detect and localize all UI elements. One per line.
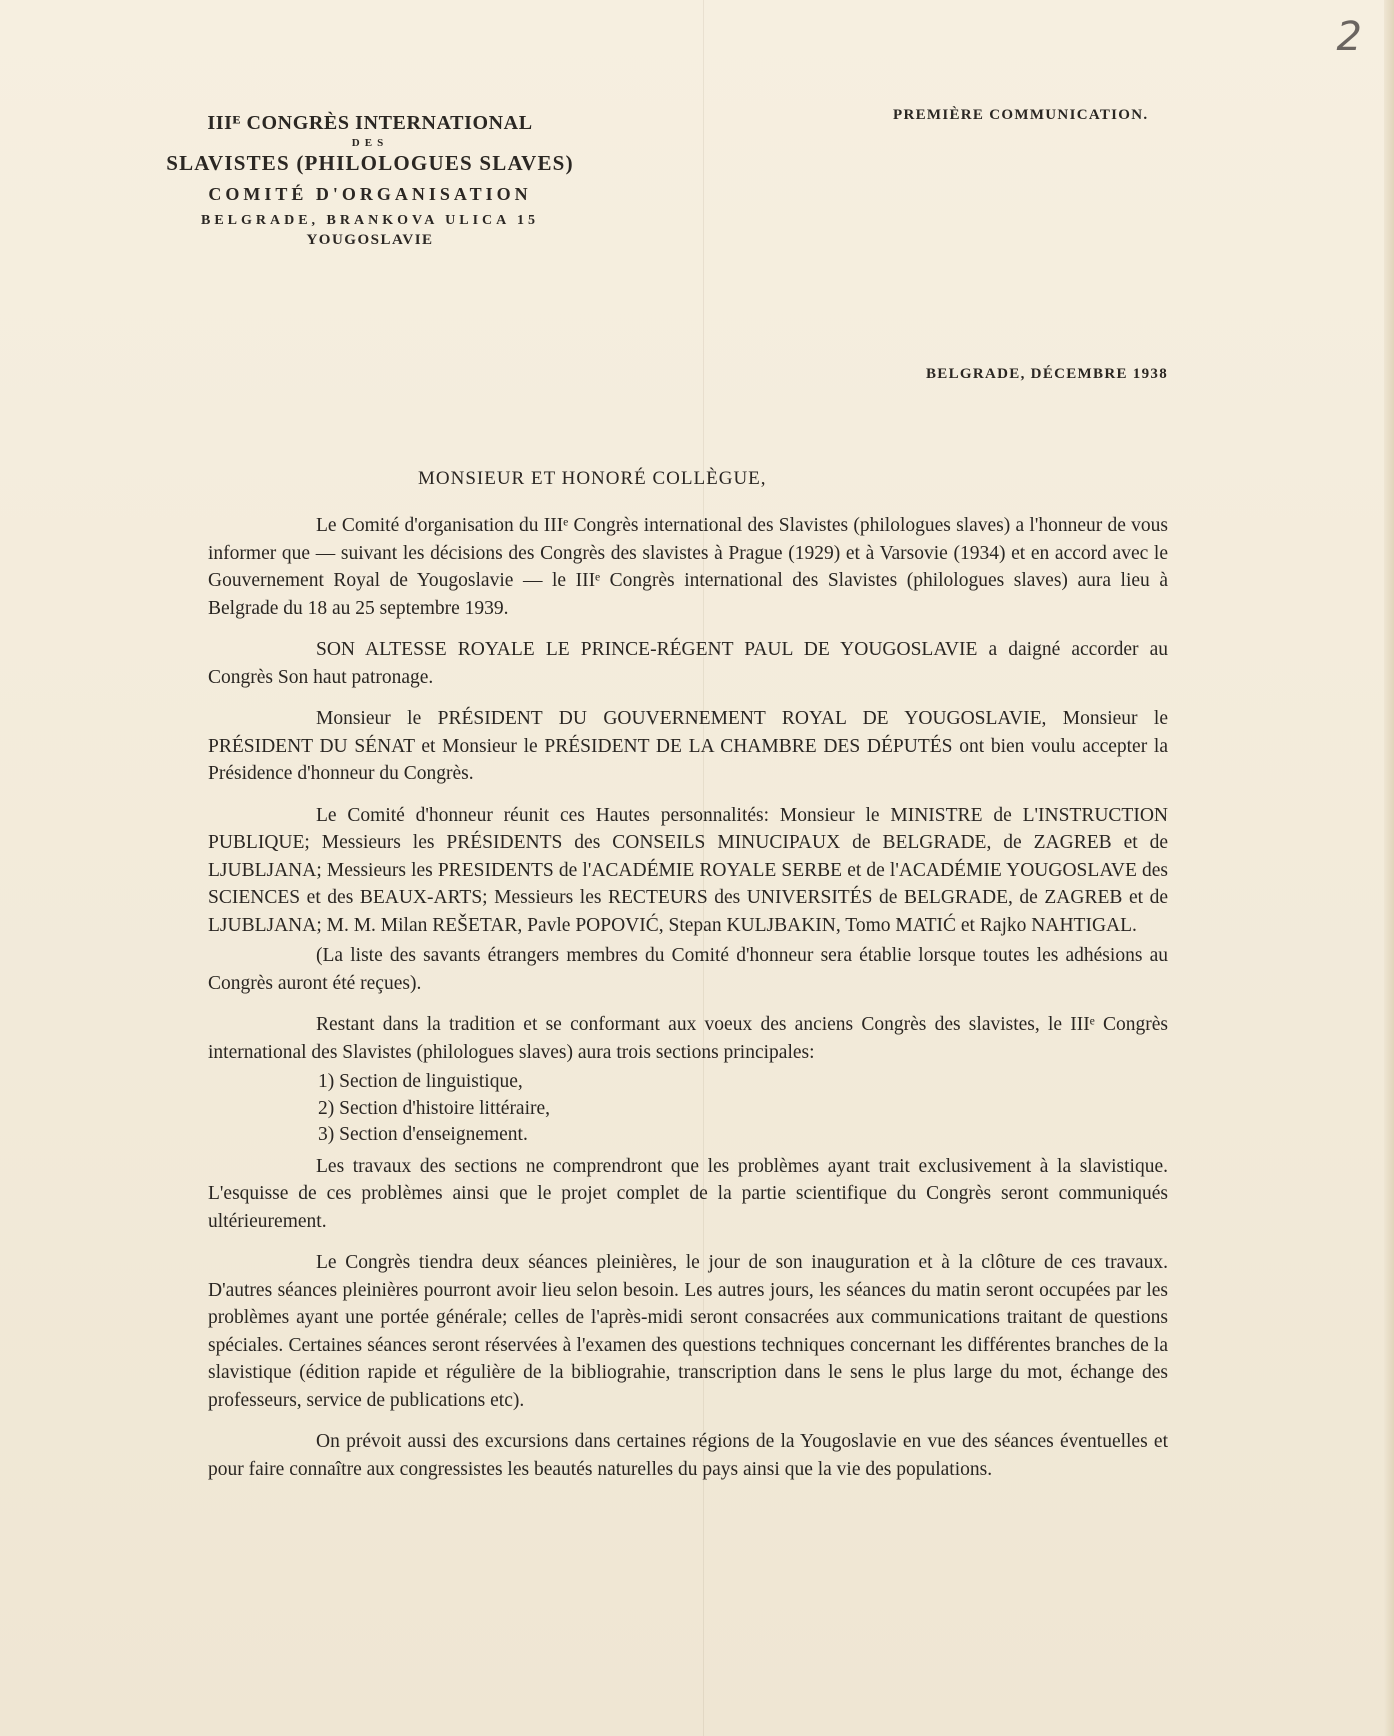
paragraph: Les travaux des sections ne comprendront que les problèmes ayant trait exclusivement à la slavistique. L'esquisse de ces problèmes ainsi que le projet complet de la partie scientifique du Congrès seront communiqués ultérieurement.: [208, 1155, 1168, 1232]
paragraph: Monsieur le PRÉSIDENT DU GOUVERNEMENT ROYAL DE YOUGOSLAVIE, Monsieur le PRÉSIDENT DU SÉNAT et Monsieur le PRÉSIDENT DE LA CHAMBRE DES DÉPUTÉS ont bien voulu accepter la Présidence d'honneur du Congrès.: [208, 708, 1168, 784]
paper-edge: [1384, 0, 1394, 1736]
paragraph: Restant dans la tradition et se conformant aux voeux des anciens Congrès des slavistes, le IIIᵉ Congrès international des Slavistes (philologues slaves) aura trois sections principales:: [208, 1014, 1168, 1063]
paragraph: SON ALTESSE ROYALE LE PRINCE-RÉGENT PAUL DE YOUGOSLAVIE a daigné accorder au Congrès Son haut patronage.: [208, 639, 1168, 688]
dateline: BELGRADE, DÉCEMBRE 1938: [926, 366, 1169, 382]
paragraph: Le Comité d'honneur réunit ces Hautes personnalités: Monsieur le MINISTRE de L'INSTRUCTION PUBLIQUE; Messieurs les PRÉSIDENTS des CONSEILS MINUCIPAUX de BELGRADE, de ZAGREB et de LJUBLJANA; Messieurs les PRESIDENTS de l'ACADÉMIE ROYALE SERBE et de l'ACADÉMIE YOUGOSLAVE des SCIENCES et des BEAUX-ARTS; Messieurs les RECTEURS des UNIVERSITÉS de BELGRADE, de ZAGREB et de LJUBLJANA; M. M. Milan REŠETAR, Pavle POPOVIĆ, Stepan KULJBAKIN, Tomo MATIĆ et Rajko NAHTIGAL.: [208, 804, 1168, 936]
letterhead-address: BELGRADE, BRANKOVA ULICA 15: [200, 213, 539, 228]
letterhead-country: YOUGOSLAVIE: [306, 232, 434, 248]
sections-list: [208, 1069, 1168, 1149]
letterhead: [120, 112, 620, 249]
letter-body: [208, 512, 1168, 1497]
letterhead-slavistes: SLAVISTES (PHILOLOGUES SLAVES): [166, 151, 574, 175]
letterhead-comite: COMITÉ D'ORGANISATION: [208, 184, 532, 204]
list-item: 1) Section de linguistique,: [318, 1071, 523, 1092]
letterhead-des: DES: [351, 137, 389, 149]
paragraph: (La liste des savants étrangers membres du Comité d'honneur sera établie lorsque toutes les adhésions au Congrès auront été reçues).: [208, 945, 1168, 994]
list-item: 3) Section d'enseignement.: [318, 1124, 528, 1145]
salutation: MONSIEUR ET HONORÉ COLLÈGUE,: [418, 468, 767, 489]
letterhead-congress: IIIᴱ CONGRÈS INTERNATIONAL: [207, 112, 533, 134]
paragraph: Le Comité d'organisation du IIIᵉ Congrès international des Slavistes (philologues slaves) a l'honneur de vous informer que — suivant les décisions des Congrès des slavistes à Prague (1929) et à Varsovie (1934) et en accord avec le Gouvernement Royal de Yougoslavie — le IIIᵉ Congrès international des Slavistes (philologues slaves) aura lieu à Belgrade du 18 au 25 septembre 1939.: [208, 515, 1168, 619]
paragraph: Le Congrès tiendra deux séances pleinières, le jour de son inauguration et à la clôture de ces travaux. D'autres séances pleinières pourront avoir lieu selon besoin. Les autres jours, les séances du matin seront occupées par les problèmes ayant une portée générale; celles de l'après-midi seront consacrées aux communications traitant de questions spéciales. Certaines séances seront réservées à l'examen des questions techniques concernant les différentes branches de la slavistique (édition rapide et régulière de la bibliograhie, transcription dans le sens le plus large du mot, échange des professeurs, service de publications etc).: [208, 1252, 1168, 1411]
communication-label: PREMIÈRE COMMUNICATION.: [893, 107, 1149, 123]
page-number: 2: [1336, 14, 1362, 60]
paragraph: On prévoit aussi des excursions dans certaines régions de la Yougoslavie en vue des séances éventuelles et pour faire connaître aux congressistes les beautés naturelles du pays ainsi que la vie des populations.: [208, 1431, 1168, 1480]
list-item: 2) Section d'histoire littéraire,: [318, 1097, 551, 1119]
